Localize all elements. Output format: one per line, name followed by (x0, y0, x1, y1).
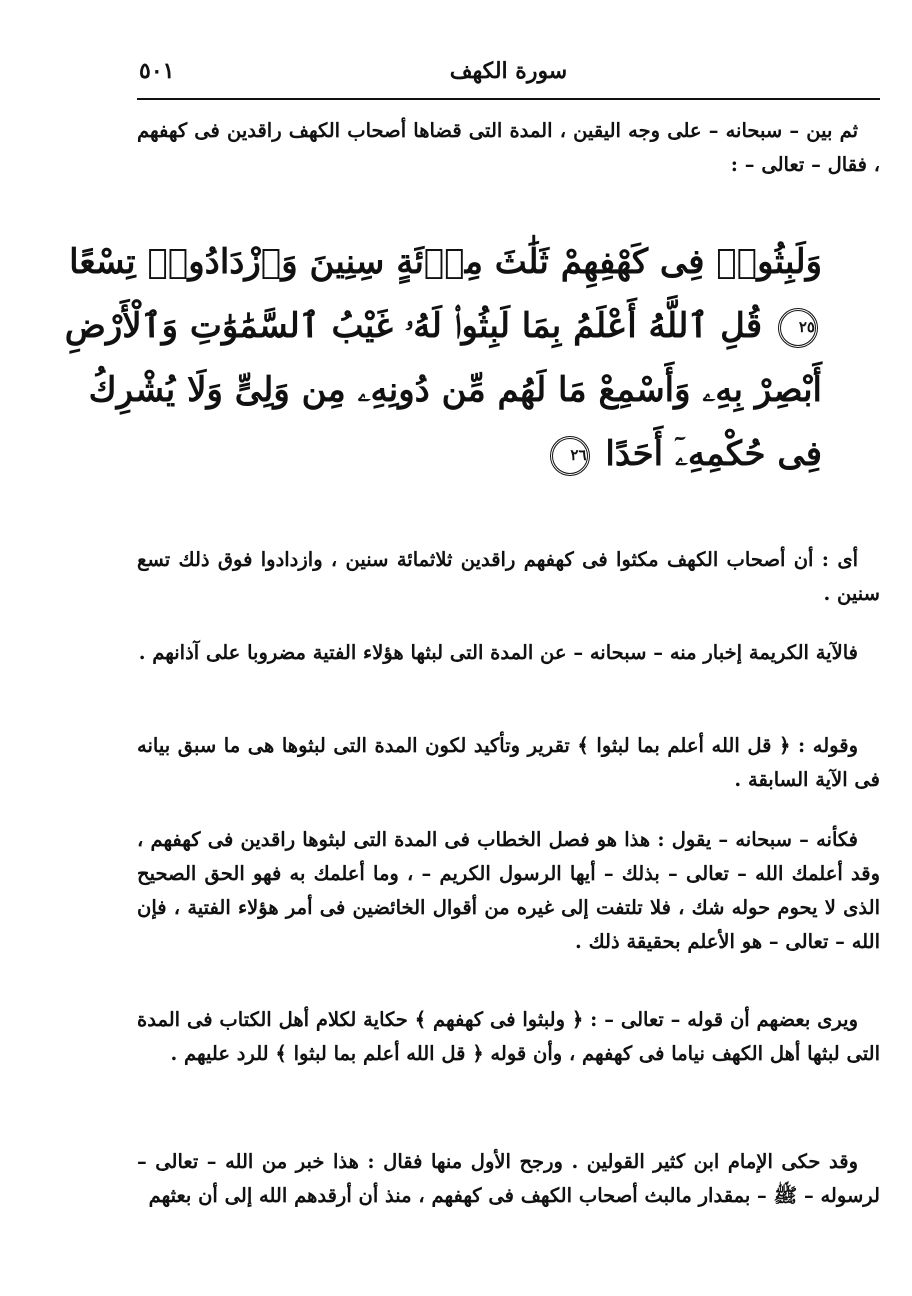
commentary-paragraph: وقوله : ﴿ قل الله أعلم بما لبثوا ﴾ تقرير وتأكيد لكون المدة التى لبثوها هى ما سبق بيانه فى الآية السابقة . (137, 734, 880, 791)
commentary-paragraph: فكأنه – سبحانه – يقول : هذا هو فصل الخطاب فى المدة التى لبثوها راقدين فى كهفهم ، وقد أعلمك الله – تعالى – بذلك – أيها الرسول الكريم – ، وما أعلمك به فهو الحق الصحيح الذى لا يحوم حوله شك ، فلا تلتفت إلى غيره من أقوال الخائضين فى أمر هؤلاء الفتية ، فإن الله – تعالى – هو الأعلم بحقيقة ذلك . (137, 828, 880, 953)
commentary-paragraph: فالآية الكريمة إخبار منه – سبحانه – عن المدة التى لبثها هؤلاء الفتية مضروبا على آذانهم . (138, 641, 858, 664)
ayah-number-marker: ٢٥ (778, 308, 818, 348)
ayah-number-marker: ٢٦ (550, 436, 590, 476)
commentary-paragraph: أى : أن أصحاب الكهف مكثوا فى كهفهم راقدين ثلاثمائة سنين ، وازدادوا فوق ذلك تسع سنين . (137, 548, 880, 605)
verse-line-4 (137, 422, 822, 486)
commentary-paragraph: وقد حكى الإمام ابن كثير القولين . ورجح الأول منها فقال : هذا خبر من الله – تعالى – لرسوله – ﷺ – بمقدار مالبث أصحاب الكهف فى كهفهم ، منذ أن أرقدهم الله إلى أن بعثهم (137, 1150, 880, 1207)
sura-title: سورة الكهف (449, 58, 568, 84)
page-header (137, 52, 880, 100)
verse-line-2 (64, 294, 822, 358)
verse-line-3: أَبْصِرْ بِهِۦ وَأَسْمِعْ مَا لَهُم مِّن دُونِهِۦ مِن وَلِىٍّ وَلَا يُشْرِكُ (88, 370, 822, 410)
quran-verses (64, 230, 822, 486)
page-number: ٥٠١ (139, 58, 175, 84)
commentary-paragraph: ويرى بعضهم أن قوله – تعالى – : ﴿ ولبثوا فى كهفهم ﴾ حكاية لكلام أهل الكتاب فى المدة التى لبثها أهل الكهف نياما فى كهفهم ، وأن قوله ﴿ قل الله أعلم بما لبثوا ﴾ للرد عليهم . (137, 1008, 880, 1065)
verse-line-1: وَلَبِثُوا۟ فِى كَهْفِهِمْ ثَلَٰثَ مِا۟ئَةٍ سِنِينَ وَٱزْدَادُوا۟ تِسْعًا (69, 242, 822, 282)
intro-paragraph: ثم بين – سبحانه – على وجه اليقين ، المدة التى قضاها أصحاب الكهف راقدين فى كهفهم ، فقال – تعالى – : (137, 119, 880, 176)
verse-line-2-text: قُلِ ٱللَّهُ أَعْلَمُ بِمَا لَبِثُوا۟ لَهُۥ غَيْبُ ٱلسَّمَٰوَٰتِ وَٱلْأَرْضِ (64, 306, 763, 346)
verse-line-4-text: فِى حُكْمِهِۦٓ أَحَدًا (605, 434, 822, 474)
